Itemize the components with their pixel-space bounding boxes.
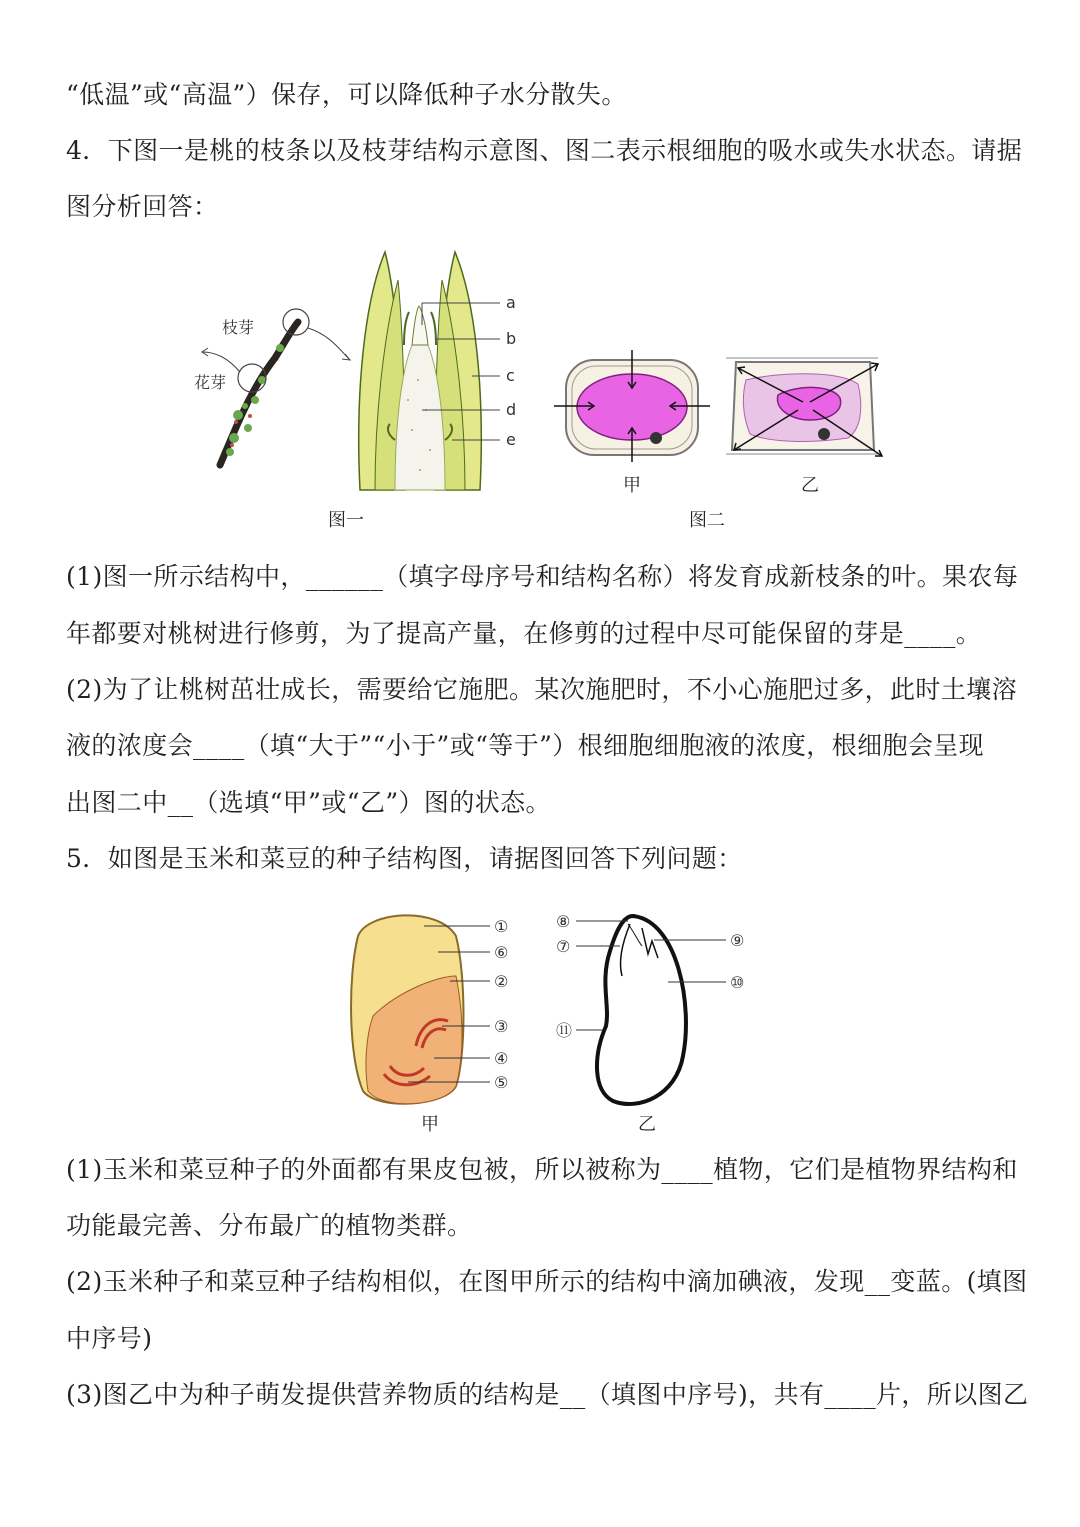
figure-2-caption: 图二	[689, 510, 725, 531]
question-4-2-line-1: (2)为了让桃树茁壮成长，需要给它施肥。某次施肥时，不小心施肥过多，此时土壤溶	[66, 675, 1018, 704]
figure-2	[548, 340, 893, 535]
label-branch-bud: 枝芽	[222, 318, 255, 337]
bean-label-11: ⑪	[556, 1021, 573, 1040]
question-5-2-line-1: (2)玉米种子和菜豆种子结构相似，在图甲所示的结构中滴加碘液，发现__变蓝。(填图	[66, 1267, 1028, 1296]
bean-seed	[597, 916, 686, 1104]
figure-1-caption: 图一	[328, 510, 364, 531]
bud-label-b: b	[506, 329, 517, 348]
figure-3	[338, 906, 758, 1138]
label-cell-jia: 甲	[623, 475, 641, 496]
question-5-1-line-1: (1)玉米和菜豆种子的外面都有果皮包被，所以被称为____植物，它们是植物界结构和	[66, 1155, 1018, 1184]
corn-label-1: ①	[494, 917, 509, 936]
question-5-1-line-2: 功能最完善、分布最广的植物类群。	[66, 1211, 473, 1240]
cell-yi	[726, 358, 882, 456]
corn-label-4: ④	[494, 1049, 509, 1068]
label-flower-bud: 花芽	[194, 373, 227, 392]
label-bean-yi: 乙	[638, 1114, 656, 1135]
question-4-2-line-2: 液的浓度会____（填“大于”“小于”或“等于”）根细胞细胞液的浓度，根细胞会呈现	[66, 731, 985, 760]
bean-label-9: ⑨	[730, 931, 745, 950]
label-corn-jia: 甲	[421, 1114, 439, 1135]
question-4-1-line-2: 年都要对桃树进行修剪，为了提高产量，在修剪的过程中尽可能保留的芽是____。	[66, 619, 982, 648]
question-5-line-1: 5．如图是玉米和菜豆的种子结构图，请据图回答下列问题：	[66, 844, 743, 873]
question-4-line-2: 图分析回答：	[66, 192, 219, 221]
question-5-2-line-2: 中序号)	[66, 1324, 153, 1353]
corn-seed	[351, 915, 463, 1103]
figure-1	[190, 240, 530, 540]
question-4-2-line-3: 出图二中__（选填“甲”或“乙”）图的状态。	[66, 788, 551, 817]
question-4-line-1: 4．下图一是桃的枝条以及枝芽结构示意图、图二表示根细胞的吸水或失水状态。请据	[66, 136, 1023, 165]
label-cell-yi: 乙	[801, 475, 819, 496]
bud-label-d: d	[506, 400, 517, 419]
bud-label-c: c	[506, 366, 515, 385]
bud-section	[359, 252, 482, 490]
bud-label-e: e	[506, 430, 516, 449]
corn-label-2: ②	[494, 972, 509, 991]
corn-label-6: ⑥	[494, 943, 509, 962]
question-4-1-line-1: (1)图一所示结构中，______（填字母序号和结构名称）将发育成新枝条的叶。果农每	[66, 562, 1019, 591]
corn-label-3: ③	[494, 1017, 509, 1036]
question-5-3-line-1: (3)图乙中为种子萌发提供营养物质的结构是__（填图中序号)，共有____片，所以图乙	[66, 1380, 1029, 1409]
corn-label-5: ⑤	[494, 1073, 509, 1092]
bud-label-a: a	[506, 293, 516, 312]
bean-label-7: ⑦	[556, 937, 571, 956]
text-line-1: “低温”或“高温”）保存，可以降低种子水分散失。	[66, 80, 627, 109]
bean-label-8: ⑧	[556, 912, 571, 931]
cell-jia	[554, 350, 710, 462]
bean-label-10: ⑩	[730, 973, 745, 992]
